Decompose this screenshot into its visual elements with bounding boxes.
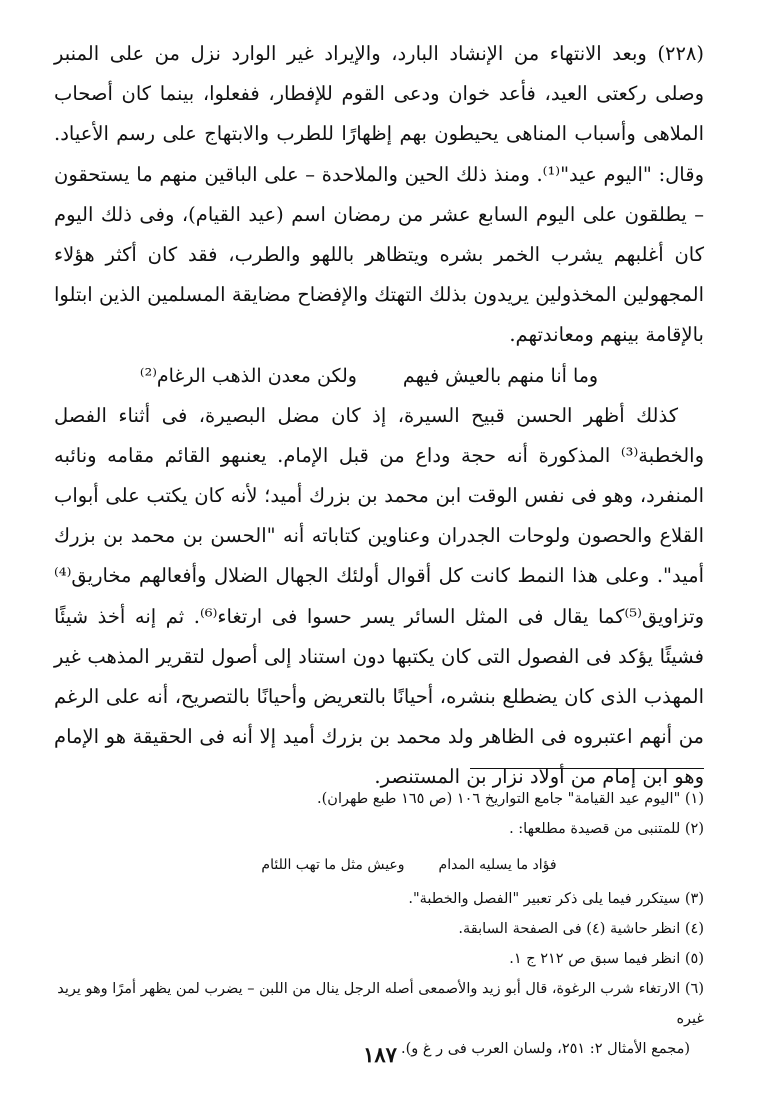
verse-hemistich-first: وما أنا منهم بالعيش فيهم — [402, 364, 599, 387]
page-number: ١٨٧ — [363, 1042, 397, 1067]
footnote-separator — [470, 768, 704, 769]
footnote-4: (٤) انظر حاشية (٤) فى الصفحة السابقة. — [458, 921, 704, 937]
footnote-5: (٥) انظر فيما سبق ص ٢١٢ ج ١. — [509, 951, 704, 967]
footnote-verse-hemistich-second: وعيش مثل ما تهب اللئام — [261, 857, 405, 873]
footnote-verse-hemistich-first: فؤاد ما يسليه المدام — [438, 857, 557, 873]
paragraph-hasan: كذلك أظهر الحسن قبيح السيرة، إذ كان مضل البصيرة، فى أثناء الفصل والخطبة⁽³⁾ المذكورة أنه حجة وداع من قبل الإمام. يعنىهو القائم مقامه ونائبه المنفرد، وهو فى نفس الوقت ابن محمد بن بزرك أميد؛ لأنه كان يكتب على أبواب القلاع والحصون ولوحات الجدران وعناوين كتاباته أنه "الحسن بن محمد بن بزرك أميد". وعلى هذا النمط كانت كل أقوال أولئك الجهال الضلال وأفعالهم مخاريق⁽⁴⁾ وتزاويق⁽⁵⁾كما يقال فى المثل السائر يسر حسوا فى ارتغاء⁽⁶⁾. ثم إنه أخذ شيئًا فشيئًا يؤكد فى الفصول التى كان يكتبها دون استناد إلى أصول لتقرير المذهب غير المهذب الذى كان يضطلع بنشره، أحيانًا بالتعريض وأحيانًا بالتصريح، أنه على الرغم من أنهم اعتبروه فى الظاهر ولد محمد بن بزرك أميد إلا أنه فى الحقيقة هو الإمام وهو ابن إمام من أولاد نزار بن المستنصر. — [54, 403, 705, 789]
footnote-6-continuation: (مجمع الأمثال ٢: ٢٥١، ولسان العرب فى ر غ و). — [401, 1041, 690, 1057]
paragraph-228: (٢٢٨) وبعد الانتهاء من الإنشاد البارد، والإيراد غير الوارد نزل من على المنبر وصلى ركعتى العيد، فأعد خوان ودعى القوم للإفطار، ففعلوا، بينما كان أصحاب الملاهى وأسباب المناهى يحيطون بهم إظهارًا للطرب والابتهاج على رسم الأعياد. وقال: "اليوم عيد"⁽¹⁾. ومنذ ذلك الحين والملاحدة – على الباقين منهم ما يستحقون – يطلقون على اليوم السابع عشر من رمضان اسم (عيد القيام)، وفى ذلك اليوم كان أغلبهم يشرب الخمر بشره ويتظاهر باللهو والطرب، فقد كان أكثر هؤلاء المجهولين المخذولين يريدون بذلك التهتك والإفضاح مضايقة المسلمين الذين ابتلوا بالإقامة بينهم ومعاندتهم. — [54, 42, 704, 347]
footnotes — [54, 784, 704, 1064]
footnote-3: (٣) سيتكرر فيما يلى ذكر تعبير "الفصل والخطبة". — [408, 891, 704, 907]
poetry-verse — [54, 356, 684, 396]
footnote-2: (٢) للمتنبى من قصيدة مطلعها: . — [509, 821, 704, 837]
footnote-6: (٦) الارتغاء شرب الرغوة، قال أبو زيد والأصمعى أصله الرجل ينال من اللبن – يضرب لمن يظهر أمرًا وهو يريد غيره — [57, 981, 704, 1027]
main-text — [54, 34, 704, 798]
footnote-1: (١) "اليوم عيد القيامة" جامع التواريخ ١٠٦ (ص ١٦٥ طبع طهران). — [317, 791, 704, 807]
verse-hemistich-second: ولكن معدن الذهب الرغام⁽²⁾ — [139, 364, 357, 387]
footnote-2-verse — [54, 850, 704, 880]
